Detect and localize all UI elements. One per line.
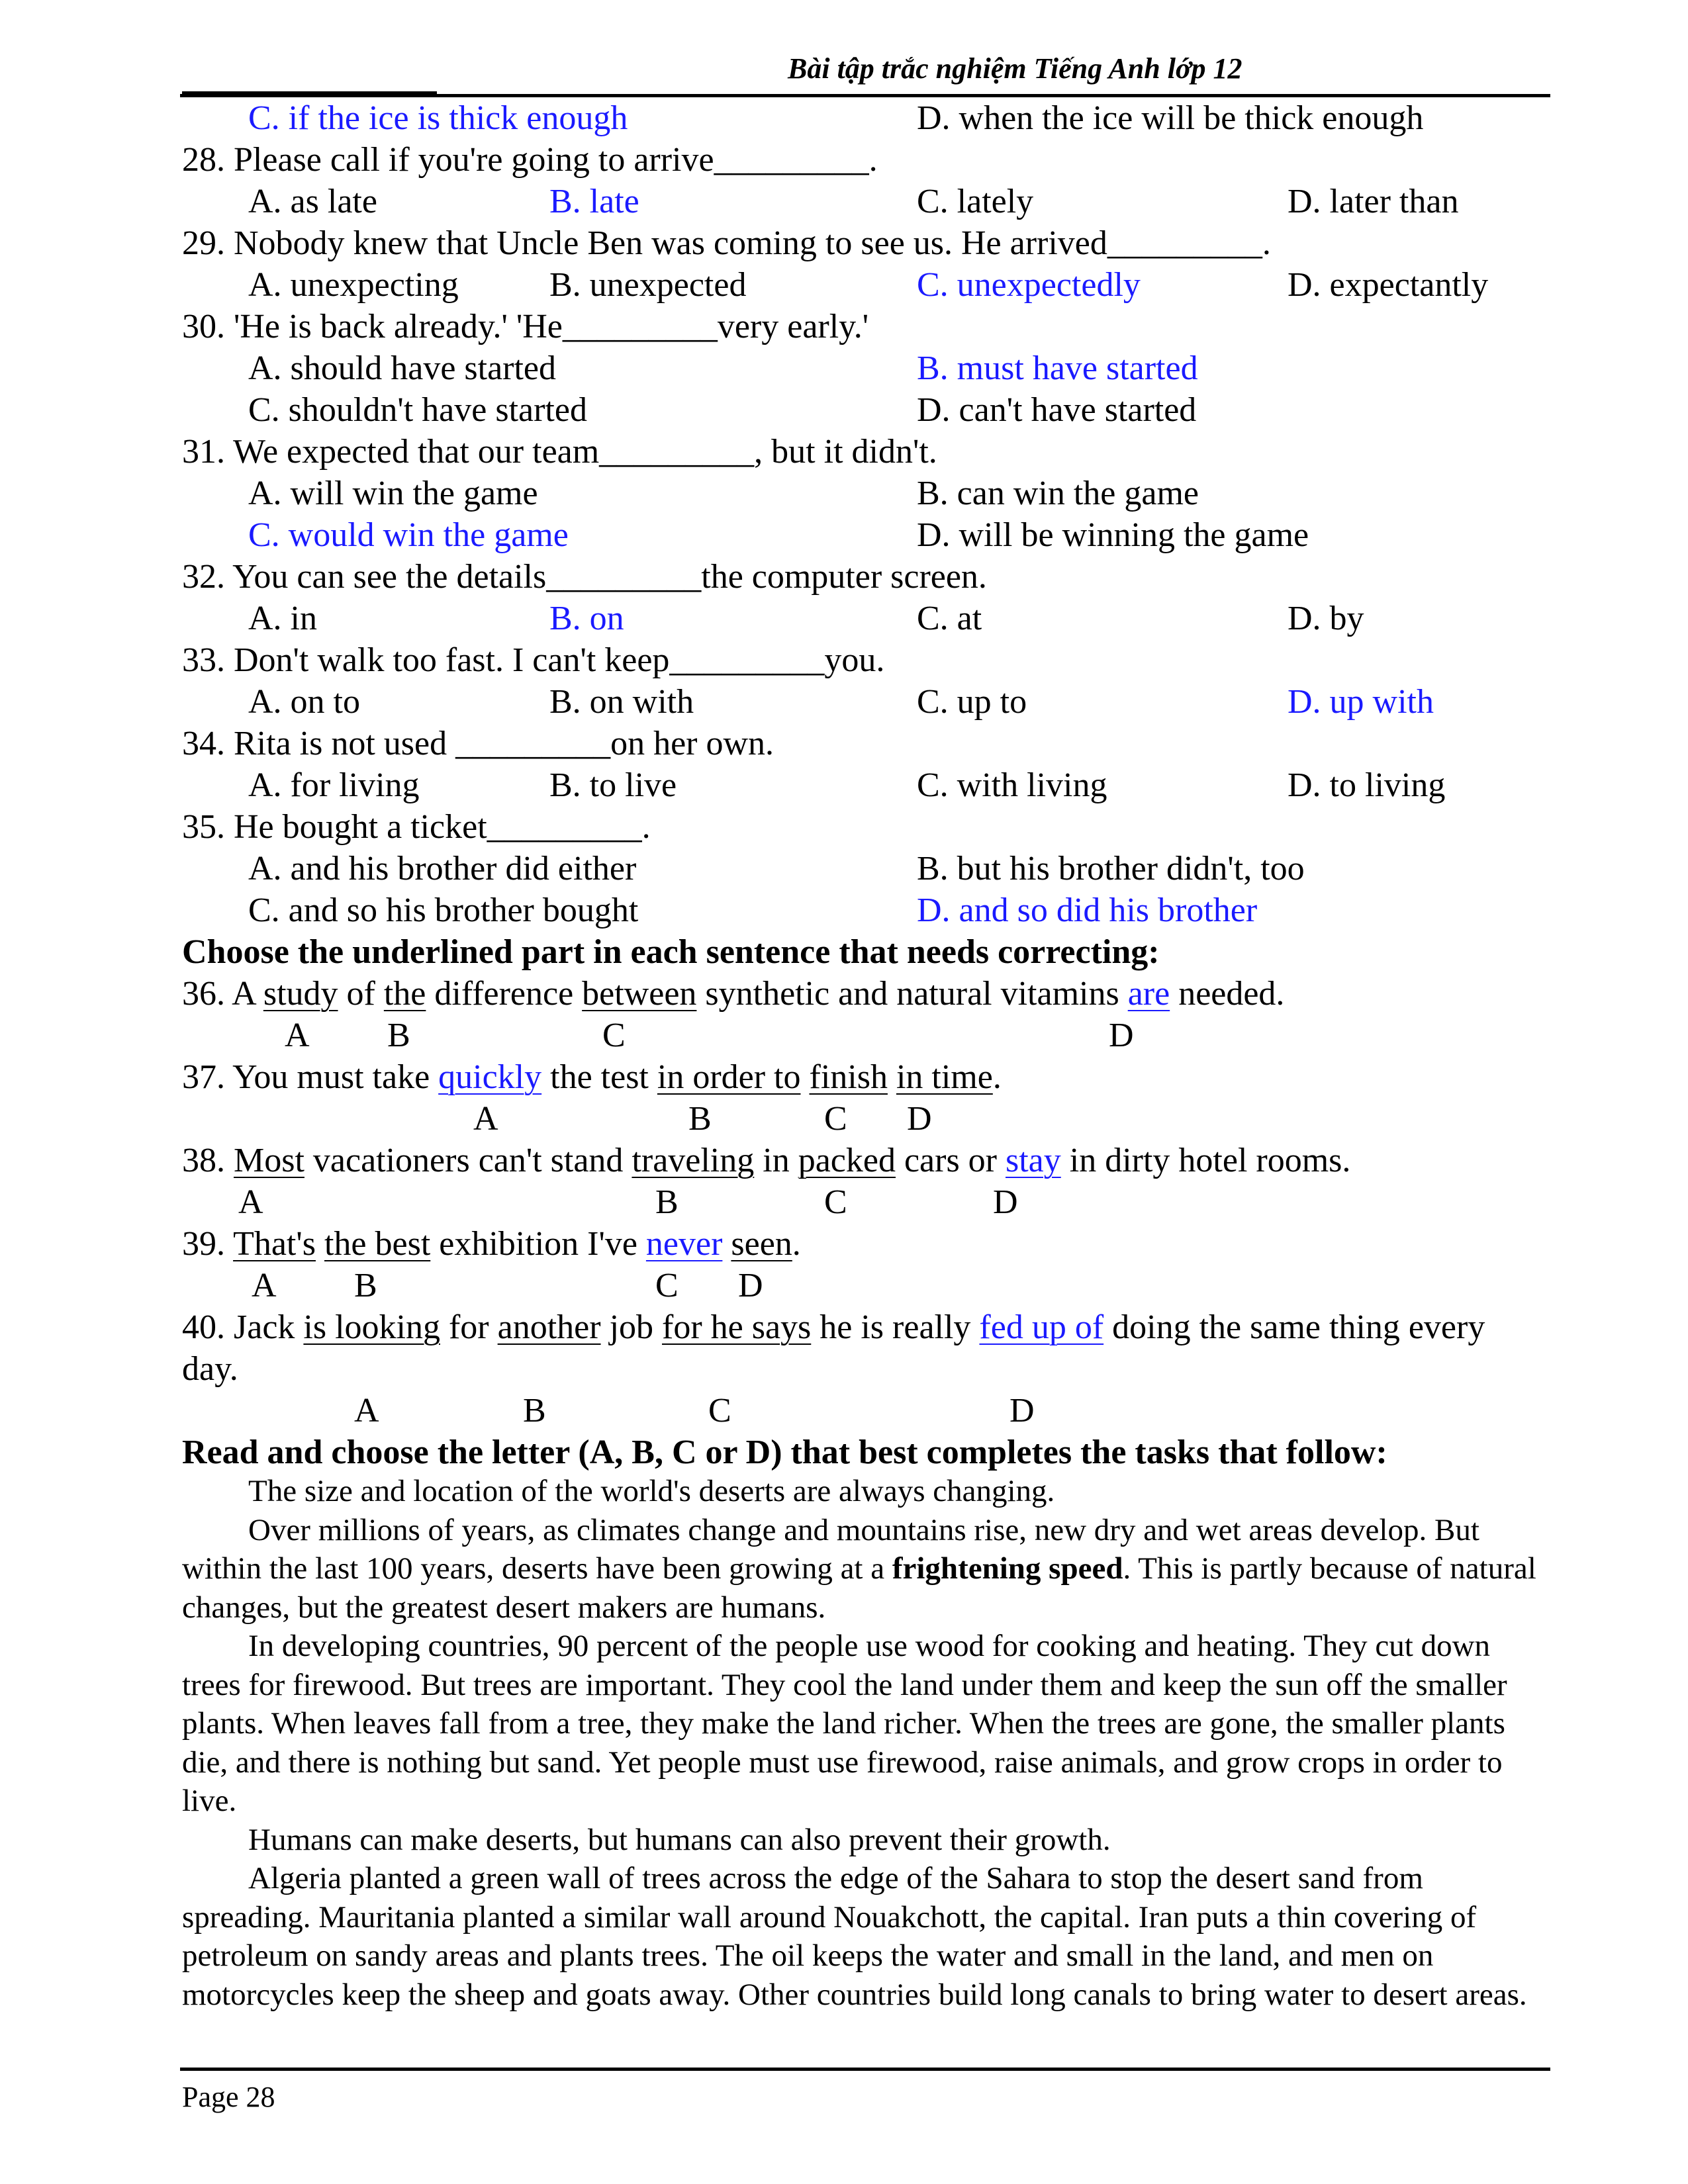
q40-letter-c: C bbox=[708, 1392, 731, 1430]
q29-option-c: C. unexpectedly bbox=[917, 266, 1141, 304]
q28-option-d: D. later than bbox=[1288, 183, 1459, 220]
q38-letter-a: A bbox=[238, 1183, 263, 1221]
passage-paragraph-5: Algeria planted a green wall of trees across the edge of the Sahara to stop the desert sand from spreading. Mauritania planted a similar wall around Nouakchott, the capital. Iran puts a thin covering of petroleum on sandy areas and plants trees. The oil keeps the water and small in the land, and men on motorcycles keep the sheep and goats away. Other countries build long canals to bring water to desert areas. bbox=[182, 1861, 1527, 2012]
q36-letter-d: D bbox=[1109, 1017, 1134, 1054]
header-rule bbox=[180, 94, 1550, 97]
q39-letter-c: C bbox=[655, 1267, 679, 1304]
q28-option-a: A. as late bbox=[248, 183, 377, 220]
passage-paragraph-3: In developing countries, 90 percent of the people use wood for cooking and heating. They cut down trees for firewood. But trees are important. They cool the land under them and keep the sun off the smaller plants. When leaves fall from a tree, they make the land richer. When the trees are gone, the smaller plants die, and there is nothing but sand. Yet people must use firewood, raise animals, and grow crops in order to live. bbox=[182, 1629, 1507, 1818]
question-33: 33. Don't walk too fast. I can't keep_________you. bbox=[182, 641, 885, 679]
q37-letter-a: A bbox=[473, 1100, 498, 1138]
passage-paragraph-2: Over millions of years, as climates change and mountains rise, new dry and wet areas develop. But within the last 100 years, deserts have been growing at a frightening speed. This is partly because of natural changes, but the greatest desert makers are humans. bbox=[182, 1512, 1536, 1625]
q38-letter-b: B bbox=[655, 1183, 679, 1221]
q39-letter-a: A bbox=[252, 1267, 277, 1304]
q32-option-b: B. on bbox=[549, 600, 624, 637]
q35-option-a: A. and his brother did either bbox=[248, 850, 637, 887]
option-d-prev: D. when the ice will be thick enough bbox=[917, 99, 1424, 137]
q35-option-b: B. but his brother didn't, too bbox=[917, 850, 1305, 887]
q31-option-a: A. will win the game bbox=[248, 475, 538, 512]
q30-option-d: D. can't have started bbox=[917, 391, 1197, 429]
passage-paragraph-4: Humans can make deserts, but humans can also prevent their growth. bbox=[248, 1822, 1111, 1857]
q29-option-b: B. unexpected bbox=[549, 266, 747, 304]
q37-letter-d: D bbox=[907, 1100, 932, 1138]
question-39: 39. That's the best exhibition I've never seen. bbox=[182, 1225, 801, 1263]
q31-option-d: D. will be winning the game bbox=[917, 516, 1309, 554]
section-heading-errors: Choose the underlined part in each sentence that needs correcting: bbox=[182, 933, 1160, 971]
q33-option-d: D. up with bbox=[1288, 683, 1434, 721]
q28-option-c: C. lately bbox=[917, 183, 1034, 220]
q33-option-c: C. up to bbox=[917, 683, 1027, 721]
q30-option-c: C. shouldn't have started bbox=[248, 391, 587, 429]
question-35: 35. He bought a ticket_________. bbox=[182, 808, 651, 846]
q32-option-d: D. by bbox=[1288, 600, 1364, 637]
question-30: 30. 'He is back already.' 'He_________very early.' bbox=[182, 308, 869, 345]
q29-option-d: D. expectantly bbox=[1288, 266, 1489, 304]
q30-option-b: B. must have started bbox=[917, 349, 1198, 387]
q32-option-c: C. at bbox=[917, 600, 982, 637]
q38-letter-d: D bbox=[993, 1183, 1018, 1221]
q34-option-a: A. for living bbox=[248, 766, 420, 804]
section-heading-reading: Read and choose the letter (A, B, C or D) that best completes the tasks that follow: bbox=[182, 1433, 1387, 1471]
question-40: 40. Jack is looking for another job for he says he is really fed up of doing the same thing every bbox=[182, 1308, 1485, 1346]
question-29: 29. Nobody knew that Uncle Ben was coming to see us. He arrived_________. bbox=[182, 224, 1271, 262]
q31-option-c: C. would win the game bbox=[248, 516, 569, 554]
q29-option-a: A. unexpecting bbox=[248, 266, 459, 304]
q34-option-d: D. to living bbox=[1288, 766, 1446, 804]
q35-option-d: D. and so did his brother bbox=[917, 891, 1258, 929]
footer-rule bbox=[180, 2068, 1550, 2071]
passage-paragraph-1: The size and location of the world's deserts are always changing. bbox=[248, 1474, 1055, 1508]
reading-passage bbox=[182, 1472, 1552, 2014]
q35-option-c: C. and so his brother bought bbox=[248, 891, 639, 929]
q40-letter-d: D bbox=[1009, 1392, 1035, 1430]
question-28: 28. Please call if you're going to arrive_________. bbox=[182, 141, 878, 179]
question-36: 36. A study of the difference between synthetic and natural vitamins are needed. bbox=[182, 975, 1285, 1013]
q33-option-b: B. on with bbox=[549, 683, 694, 721]
q39-letter-b: B bbox=[354, 1267, 377, 1304]
q30-option-a: A. should have started bbox=[248, 349, 557, 387]
q39-letter-d: D bbox=[738, 1267, 763, 1304]
q36-letter-b: B bbox=[387, 1017, 410, 1054]
question-38: 38. Most vacationers can't stand traveling in packed cars or stay in dirty hotel rooms. bbox=[182, 1142, 1351, 1179]
q34-option-c: C. with living bbox=[917, 766, 1107, 804]
q37-letter-c: C bbox=[824, 1100, 847, 1138]
q32-option-a: A. in bbox=[248, 600, 317, 637]
q37-letter-b: B bbox=[688, 1100, 712, 1138]
q40-letter-a: A bbox=[354, 1392, 379, 1430]
q34-option-b: B. to live bbox=[549, 766, 677, 804]
q28-option-b: B. late bbox=[549, 183, 639, 220]
q31-option-b: B. can win the game bbox=[917, 475, 1199, 512]
q33-option-a: A. on to bbox=[248, 683, 360, 721]
question-40-continuation: day. bbox=[182, 1350, 238, 1388]
page-number: Page 28 bbox=[182, 2081, 275, 2113]
q36-letter-a: A bbox=[285, 1017, 310, 1054]
question-37: 37. You must take quickly the test in order to finish in time. bbox=[182, 1058, 1002, 1096]
q36-letter-c: C bbox=[602, 1017, 626, 1054]
q40-letter-b: B bbox=[523, 1392, 546, 1430]
question-31: 31. We expected that our team_________, but it didn't. bbox=[182, 433, 937, 471]
q38-letter-c: C bbox=[824, 1183, 847, 1221]
question-32: 32. You can see the details_________the computer screen. bbox=[182, 558, 987, 596]
option-c-prev: C. if the ice is thick enough bbox=[248, 99, 628, 137]
question-34: 34. Rita is not used _________on her own. bbox=[182, 725, 774, 762]
header-title: Bài tập trắc nghiệm Tiếng Anh lớp 12 bbox=[788, 52, 1243, 85]
